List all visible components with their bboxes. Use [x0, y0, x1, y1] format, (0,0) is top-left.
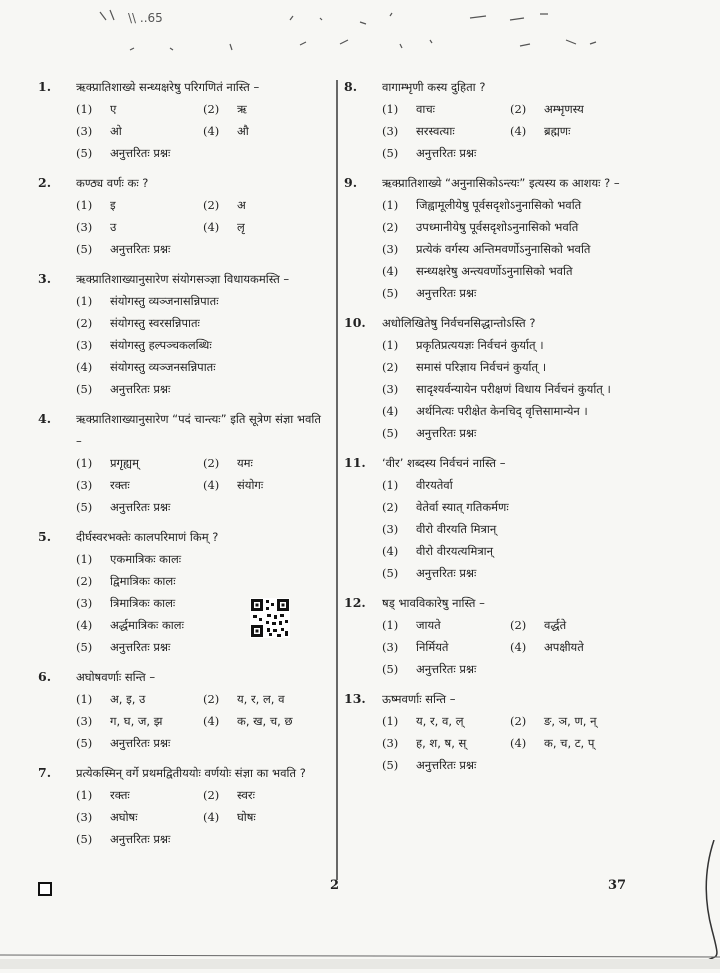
question-text: ऋक्प्रातिशाख्ये सन्ध्यक्षरेषु परिगणितं नास्ति –	[76, 80, 260, 94]
option-text: ब्रह्मणः	[544, 124, 571, 138]
option-5[interactable]	[76, 238, 330, 260]
option-number: (5)	[382, 146, 399, 160]
option-5[interactable]	[76, 496, 330, 518]
option-3[interactable]	[76, 592, 330, 614]
question-number: 4.	[38, 411, 52, 426]
option-text: अनुत्तरितः प्रश्नः	[416, 426, 477, 440]
option-number: (3)	[76, 596, 93, 610]
option-text: वाचः	[416, 102, 435, 116]
option-text: ए	[110, 102, 117, 116]
option-3[interactable]	[382, 518, 644, 540]
option-2[interactable]	[76, 312, 330, 334]
option-number: (2)	[76, 574, 93, 588]
option-2[interactable]	[382, 216, 644, 238]
question-13	[344, 688, 644, 776]
option-1[interactable]	[76, 98, 203, 120]
option-2[interactable]	[203, 98, 330, 120]
option-text: क, ख, च, छ	[237, 714, 293, 728]
question-10	[344, 312, 644, 444]
option-number: (2)	[203, 102, 220, 116]
question-number: 3.	[38, 271, 52, 286]
option-text: अनुत्तरितः प्रश्नः	[110, 382, 171, 396]
option-number: (1)	[76, 788, 93, 802]
option-1[interactable]	[382, 98, 510, 120]
option-text: प्रकृतिप्रत्ययज्ञः निर्वचनं कुर्यात् ।	[416, 338, 544, 352]
option-number: (1)	[76, 692, 93, 706]
option-text: अनुत्तरितः प्रश्नः	[416, 286, 477, 300]
option-3[interactable]	[76, 710, 203, 732]
option-3[interactable]	[76, 216, 203, 238]
option-text: एकमात्रिकः कालः	[110, 552, 182, 566]
question-5	[38, 526, 330, 658]
question-12	[344, 592, 644, 680]
option-number: (5)	[76, 832, 93, 846]
question-text: वागाम्भृणी कस्य दुहिता ?	[382, 80, 486, 94]
option-4[interactable]	[203, 806, 330, 828]
option-3[interactable]	[382, 636, 510, 658]
option-text: य, र, व, ल्	[416, 714, 464, 728]
option-number: (3)	[382, 522, 399, 536]
option-1[interactable]	[76, 688, 203, 710]
question-6	[38, 666, 330, 754]
option-number: (5)	[76, 382, 93, 396]
option-5[interactable]	[76, 828, 330, 850]
option-number: (4)	[203, 220, 220, 234]
option-text: सन्ध्यक्षरेषु अन्त्यवर्णोऽनुनासिको भवति	[416, 264, 573, 278]
option-text: औ	[237, 124, 249, 138]
option-text: यमः	[237, 456, 253, 470]
option-number: (4)	[203, 810, 220, 824]
option-1[interactable]	[382, 474, 644, 496]
option-1[interactable]	[382, 194, 644, 216]
option-number: (5)	[382, 426, 399, 440]
option-4[interactable]	[203, 120, 330, 142]
option-number: (1)	[382, 198, 399, 212]
option-5[interactable]	[382, 142, 644, 164]
page-number: 37	[608, 878, 627, 893]
option-text: प्रत्येकं वर्गस्य अन्तिमवर्णोऽनुनासिको भवति	[416, 242, 591, 256]
option-4[interactable]	[510, 120, 638, 142]
option-text: क, च, ट, प्	[544, 736, 595, 750]
option-3[interactable]	[76, 806, 203, 828]
question-2	[38, 172, 330, 260]
option-number: (4)	[76, 360, 93, 374]
question-number: 9.	[344, 175, 358, 190]
option-text: ङ, ञ, ण, न्	[544, 714, 597, 728]
option-2[interactable]	[382, 356, 644, 378]
option-3[interactable]	[382, 238, 644, 260]
option-1[interactable]	[76, 784, 203, 806]
option-number: (5)	[76, 640, 93, 654]
question-number: 13.	[344, 691, 366, 706]
option-text: अनुत्तरितः प्रश्नः	[416, 146, 477, 160]
question-text: ऋक्प्रातिशाख्यानुसारेण “पदं चान्त्यः” इति सूत्रेण संज्ञा भवति –	[76, 412, 321, 448]
question-number: 8.	[344, 79, 358, 94]
question-number: 10.	[344, 315, 366, 330]
option-number: (3)	[76, 810, 93, 824]
option-text: य, र, ल, व	[237, 692, 285, 706]
option-number: (4)	[510, 124, 527, 138]
option-number: (4)	[382, 404, 399, 418]
option-number: (5)	[76, 146, 93, 160]
option-text: निर्मियते	[416, 640, 449, 654]
question-text: दीर्घस्वरभक्तेः कालपरिमाणं किम् ?	[76, 530, 219, 544]
option-2[interactable]	[203, 194, 330, 216]
option-1[interactable]	[382, 334, 644, 356]
option-number: (2)	[382, 500, 399, 514]
option-number: (3)	[382, 124, 399, 138]
header-scan-marks	[0, 0, 720, 75]
option-number: (1)	[76, 456, 93, 470]
option-number: (2)	[382, 360, 399, 374]
option-text: उ	[110, 220, 117, 234]
option-number: (2)	[76, 316, 93, 330]
question-text: ऊष्मवर्णाः सन्ति –	[382, 692, 456, 706]
option-text: वेतेर्वा स्यात् गतिकर्मणः	[416, 500, 509, 514]
option-number: (3)	[76, 124, 93, 138]
option-3[interactable]	[382, 378, 644, 400]
option-text: अनुत्तरितः प्रश्नः	[416, 566, 477, 580]
option-number: (3)	[76, 220, 93, 234]
question-8	[344, 76, 644, 164]
option-1[interactable]	[76, 548, 330, 570]
option-number: (5)	[76, 242, 93, 256]
option-4[interactable]	[510, 636, 638, 658]
option-number: (4)	[382, 544, 399, 558]
question-4	[38, 408, 330, 518]
option-text: स्वरः	[237, 788, 255, 802]
option-text: संयोगः	[237, 478, 264, 492]
option-number: (1)	[76, 552, 93, 566]
question-number: 1.	[38, 79, 52, 94]
option-number: (5)	[382, 286, 399, 300]
option-2[interactable]	[203, 452, 330, 474]
option-number: (2)	[203, 198, 220, 212]
option-text: सरस्वत्याः	[416, 124, 455, 138]
scan-bottom-edge	[0, 945, 720, 969]
option-number: (2)	[203, 456, 220, 470]
question-number: 12.	[344, 595, 366, 610]
option-number: (1)	[382, 478, 399, 492]
option-text: अनुत्तरितः प्रश्नः	[110, 242, 171, 256]
option-text: अपक्षीयते	[544, 640, 584, 654]
option-text: अनुत्तरितः प्रश्नः	[110, 146, 171, 160]
option-5[interactable]	[382, 754, 644, 776]
option-number: (4)	[203, 124, 220, 138]
qr-code	[250, 598, 290, 638]
question-3	[38, 268, 330, 400]
question-7	[38, 762, 330, 850]
option-text: ओ	[110, 124, 122, 138]
option-number: (1)	[76, 198, 93, 212]
option-number: (3)	[382, 640, 399, 654]
question-text: ऋक्प्रातिशाख्यानुसारेण संयोगसञ्ज्ञा विधायकमस्ति –	[76, 272, 290, 286]
option-number: (5)	[382, 662, 399, 676]
option-2[interactable]	[510, 710, 638, 732]
option-number: (3)	[76, 478, 93, 492]
option-number: (3)	[382, 736, 399, 750]
page-curl-edge	[700, 840, 720, 960]
option-3[interactable]	[76, 334, 330, 356]
option-4[interactable]	[510, 732, 638, 754]
option-text: अनुत्तरितः प्रश्नः	[110, 640, 171, 654]
option-4[interactable]	[203, 474, 330, 496]
option-2[interactable]	[203, 688, 330, 710]
option-number: (3)	[76, 338, 93, 352]
option-number: (3)	[382, 382, 399, 396]
option-text: जायते	[416, 618, 441, 632]
option-number: (3)	[382, 242, 399, 256]
footer-square-mark	[38, 882, 52, 896]
option-3[interactable]	[76, 474, 203, 496]
option-text: संयोगस्तु व्यञ्जनासन्निपातः	[110, 294, 219, 308]
option-4[interactable]	[382, 540, 644, 562]
question-11	[344, 452, 644, 584]
option-text: संयोगस्तु व्यञ्जनसन्निपातः	[110, 360, 216, 374]
option-1[interactable]	[76, 194, 203, 216]
option-4[interactable]	[203, 216, 330, 238]
option-2[interactable]	[382, 496, 644, 518]
option-text: अनुत्तरितः प्रश्नः	[110, 736, 171, 750]
column-divider	[336, 80, 338, 880]
option-text: वर्द्धते	[544, 618, 567, 632]
option-text: अ, इ, उ	[110, 692, 146, 706]
option-3[interactable]	[382, 120, 510, 142]
option-number: (1)	[382, 102, 399, 116]
option-number: (4)	[203, 478, 220, 492]
option-text: रक्तः	[110, 788, 130, 802]
option-text: ग, घ, ज, झ	[110, 714, 163, 728]
option-5[interactable]	[382, 422, 644, 444]
option-2[interactable]	[203, 784, 330, 806]
option-5[interactable]	[382, 282, 644, 304]
option-text: अघोषः	[110, 810, 138, 824]
option-text: अनुत्तरितः प्रश्नः	[110, 832, 171, 846]
option-5[interactable]	[382, 658, 644, 680]
option-text: सादृश्यर्वन्यायेन परीक्षणं विधाय निर्वचनं कुर्यात् ।	[416, 382, 611, 396]
option-number: (4)	[382, 264, 399, 278]
question-text: ऋक्प्रातिशाख्ये “अनुनासिकोऽन्त्यः” इत्यस्य क आशयः ? –	[382, 176, 620, 190]
option-text: अम्भृणस्य	[544, 102, 584, 116]
option-number: (5)	[76, 500, 93, 514]
left-column	[38, 76, 330, 858]
option-text: प्रगृह्यम्	[110, 456, 139, 470]
option-5[interactable]	[76, 636, 330, 658]
option-text: संयोगस्तु स्वरसन्निपातः	[110, 316, 200, 330]
option-number: (1)	[382, 714, 399, 728]
option-text: त्रिमात्रिकः कालः	[110, 596, 176, 610]
option-number: (2)	[510, 102, 527, 116]
question-text: अधोलिखितेषु निर्वचनसिद्धान्तोऽस्ति ?	[382, 316, 536, 330]
option-number: (5)	[382, 566, 399, 580]
question-text: प्रत्येकस्मिन् वर्गे प्रथमद्वितीययोः वर्णयोः संज्ञा का भवति ?	[76, 766, 306, 780]
option-number: (2)	[203, 788, 220, 802]
option-text: जिह्वामूलीयेषु पूर्वसदृशोऽनुनासिको भवति	[416, 198, 582, 212]
question-number: 2.	[38, 175, 52, 190]
option-text: अ	[237, 198, 246, 212]
option-2[interactable]	[510, 98, 638, 120]
option-number: (4)	[203, 714, 220, 728]
option-number: (2)	[382, 220, 399, 234]
option-4[interactable]	[76, 356, 330, 378]
option-text: ह, श, ष, स्	[416, 736, 467, 750]
option-2[interactable]	[76, 570, 330, 592]
option-text: अनुत्तरितः प्रश्नः	[416, 662, 477, 676]
question-number: 5.	[38, 529, 52, 544]
option-1[interactable]	[76, 290, 330, 312]
question-number: 6.	[38, 669, 52, 684]
option-text: लृ	[237, 220, 245, 234]
option-number: (4)	[510, 736, 527, 750]
option-number: (2)	[203, 692, 220, 706]
option-number: (1)	[382, 618, 399, 632]
option-text: रक्तः	[110, 478, 130, 492]
question-text: षड् भावविकारेषु नास्ति –	[382, 596, 485, 610]
option-number: (5)	[382, 758, 399, 772]
option-5[interactable]	[382, 562, 644, 584]
option-text: ऋ	[237, 102, 247, 116]
question-9	[344, 172, 644, 304]
option-text: संयोगस्तु हल्पञ्चकलब्धिः	[110, 338, 212, 352]
question-text: अघोषवर्णाः सन्ति –	[76, 670, 156, 684]
option-5[interactable]	[76, 378, 330, 400]
option-text: अनुत्तरितः प्रश्नः	[110, 500, 171, 514]
option-number: (1)	[76, 102, 93, 116]
option-number: (3)	[76, 714, 93, 728]
question-text: कण्ठ्य वर्णः कः ?	[76, 176, 149, 190]
question-text: ‘वीर’ शब्दस्य निर्वचनं नास्ति –	[382, 456, 506, 470]
option-text: वीरो वीरयति मित्रान्	[416, 522, 497, 536]
option-text: घोषः	[237, 810, 256, 824]
option-1[interactable]	[76, 452, 203, 474]
option-number: (1)	[76, 294, 93, 308]
option-4[interactable]	[203, 710, 330, 732]
option-1[interactable]	[382, 710, 510, 732]
question-1	[38, 76, 330, 164]
option-number: (5)	[76, 736, 93, 750]
option-text: समासं परिज्ञाय निर्वचनं कुर्यात् ।	[416, 360, 547, 374]
option-4[interactable]	[382, 260, 644, 282]
option-text: वीरो वीरयत्यमित्रान्	[416, 544, 494, 558]
question-number: 11.	[344, 455, 366, 470]
header-scribble-text: \\ ..65	[128, 11, 163, 25]
option-number: (1)	[382, 338, 399, 352]
option-text: उपध्मानीयेषु पूर्वसदृशोऽनुनासिको भवति	[416, 220, 579, 234]
option-5[interactable]	[76, 142, 330, 164]
option-number: (2)	[510, 714, 527, 728]
option-3[interactable]	[76, 120, 203, 142]
option-number: (2)	[510, 618, 527, 632]
option-number: (4)	[510, 640, 527, 654]
footer-center-number: 2	[330, 878, 340, 893]
option-text: इ	[110, 198, 116, 212]
option-4[interactable]	[382, 400, 644, 422]
option-text: अर्द्धमात्रिकः कालः	[110, 618, 184, 632]
option-2[interactable]	[510, 614, 638, 636]
right-column	[344, 76, 644, 784]
option-number: (4)	[76, 618, 93, 632]
option-text: अनुत्तरितः प्रश्नः	[416, 758, 477, 772]
option-text: द्विमात्रिकः कालः	[110, 574, 176, 588]
option-3[interactable]	[382, 732, 510, 754]
option-5[interactable]	[76, 732, 330, 754]
option-text: वीरयतेर्वा	[416, 478, 453, 492]
option-1[interactable]	[382, 614, 510, 636]
question-number: 7.	[38, 765, 52, 780]
option-4[interactable]	[76, 614, 330, 636]
option-text: अर्थनित्यः परीक्षेत केनचिद् वृत्तिसामान्येन ।	[416, 404, 588, 418]
